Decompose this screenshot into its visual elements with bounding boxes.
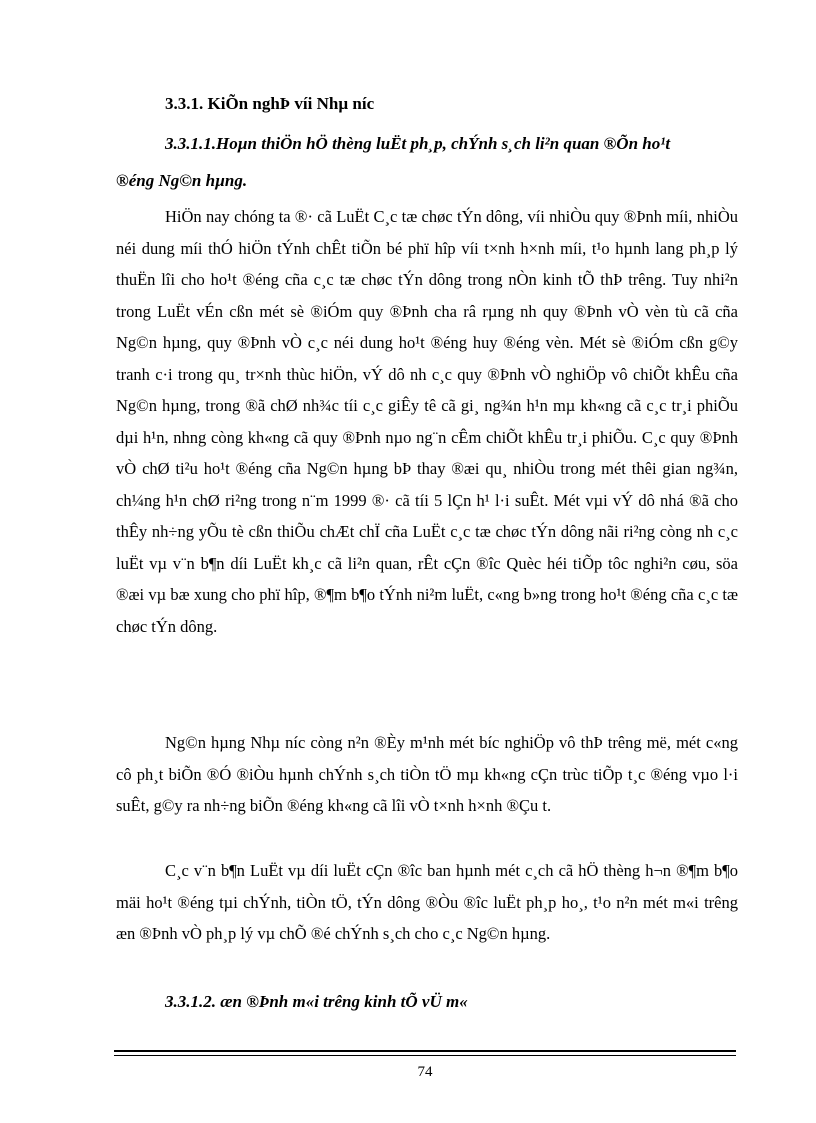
subsection-heading-1-line-2: ®éng Ng©n hµng. (116, 171, 248, 190)
paragraph-3: C¸c v¨n b¶n LuËt vµ díi luËt cÇn ®îc ban hµnh mét c¸ch cã hÖ thèng h¬n ®¶m b¶o mäi ho¹t ®éng tµi chÝnh, tiÒn tÖ, tÝn dông ®Òu ®îc luËt ph¸p ho¸, t¹o n²n mét m«i trêng æn ®Þnh vÒ ph¸p lý vµ chÕ ®é chÝnh s¸ch cho c¸c Ng©n hµng. (116, 861, 738, 943)
paragraph-1: HiÖn nay chóng ta ®· cã LuËt C¸c tæ chøc tÝn dông, víi nhiÒu quy ®Þnh míi, nhiÒu néi dung míi thÓ hiÖn tÝnh chÊt tiÕn bé phï hîp víi t×nh h×nh míi, t¹o hµnh lang ph¸p lý thuËn lîi cho ho¹t ®éng cña c¸c tæ chøc tÝn dông trong nÒn kinh tÕ thÞ trêng. Tuy nhi²n trong LuËt vÉn cßn mét sè ®iÓm quy ®Þnh cha râ rµng nh quy ®Þnh vÒ vèn tù cã cña Ng©n hµng, quy ®Þnh vÒ c¸c néi dung ho¹t ®éng huy ®éng vèn. Mét sè ®iÓm cßn g©y tranh c·i trong qu¸ tr×nh thùc hiÖn, vÝ dô nh c¸c quy ®Þnh vÒ nghiÖp vô chiÕt khÊu cña Ng©n hµng, trong ®ã chØ nh¾c tíi c¸c giÊy tê cã gi¸ ng¾n h¹n mµ kh«ng cã c¸c tr¸i phiÕu dµi h¹n, nhng còng kh«ng cã quy ®Þnh nµo ng¨n cÊm chiÕt khÊu tr¸i phiÕu. C¸c quy ®Þnh vÒ chØ ti²u ho¹t ®éng cña Ng©n hµng bÞ thay ®æi qu¸ nhiÒu trong mét thêi gian ng¾n, ch¼ng h¹n chØ ri²ng trong n¨m 1999 ®· cã tíi 5 lÇn h¹ l·i suÊt. Mét vµi vÝ dô nhá ®ã cho thÊy nh÷ng yÕu tè cßn thiÕu chÆt chÏ cña LuËt c¸c tæ chøc tÝn dông nãi ri²ng còng nh c¸c luËt vµ v¨n b¶n díi LuËt kh¸c cã li²n quan, rÊt cÇn ®îc Quèc héi tiÕp tôc nghi²n cøu, söa ®æi vµ bæ xung cho phï hîp, ®¶m b¶o tÝnh ni²m luËt, c«ng b»ng trong ho¹t ®éng cña c¸c tæ chøc tÝn dông. (116, 207, 738, 636)
subsection-heading-1-line-1: 3.3.1.1.Hoµn thiÖn hÖ thèng luËt ph¸p, chÝnh s¸ch li²n quan ®Õn ho¹t (165, 134, 671, 153)
subsection-heading-2-text: 3.3.1.2. æn ®Þnh m«i trêng kinh tÕ vÜ m« (165, 992, 468, 1011)
paragraph-2: Ng©n hµng Nhµ níc còng n²n ®Èy m¹nh mét bíc nghiÖp vô thÞ trêng më, mét c«ng cô ph¸t biÕn ®Ó ®iÒu hµnh chÝnh s¸ch tiÒn tÖ mµ kh«ng cÇn trùc tiÕp t¸c ®éng vµo l·i suÊt, g©y ra nh÷ng biÕn ®éng kh«ng cã lîi vÒ t×nh h×nh ®Çu t. (116, 733, 738, 815)
footer-rule-thick (114, 1050, 736, 1052)
page-number: 74 (417, 1064, 433, 1080)
section-heading: 3.3.1. KiÕn nghÞ víi Nhµ níc (165, 94, 375, 113)
footer-rule-thin (114, 1055, 736, 1056)
